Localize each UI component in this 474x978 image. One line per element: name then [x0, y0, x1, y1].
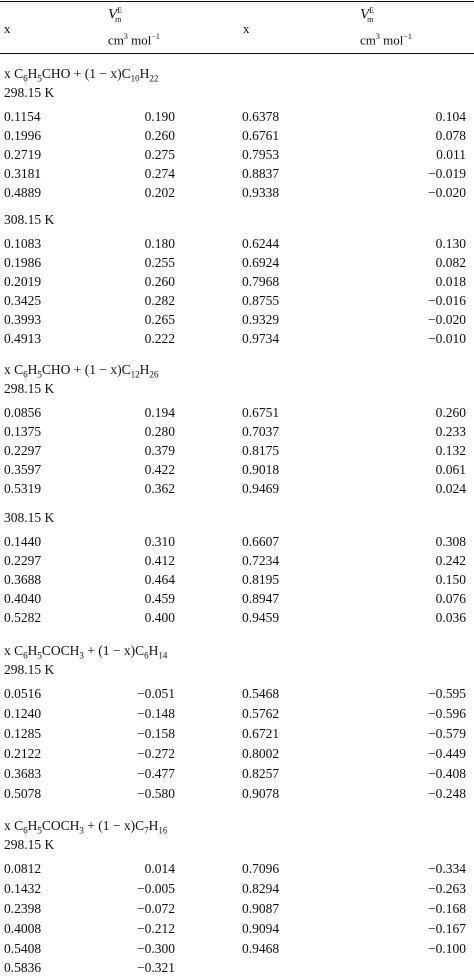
table-row: 0.1375 0.280 0.7037 0.233 [4, 424, 466, 439]
temperature-label: 298.15 K [4, 381, 55, 396]
column-header-excess-volume-left: $V^E_m$ $cm^3$ mol$^{-1}$ [108, 6, 160, 48]
temperature-label: 308.15 K [4, 212, 55, 227]
column-header-x-right: x [243, 21, 250, 36]
table-row: 0.1240 −0.148 0.5762 −0.596 [4, 706, 466, 721]
table-top-rule [0, 1, 474, 2]
table-row: 0.2398 −0.072 0.9087 −0.168 [4, 901, 466, 916]
table-row: 0.5078 −0.580 0.9078 −0.248 [4, 786, 466, 801]
table-row: 0.0516 −0.051 0.5468 −0.595 [4, 686, 466, 701]
table-row: 0.2122 −0.272 0.8002 −0.449 [4, 746, 466, 761]
table-row: 0.1285 −0.158 0.6721 −0.579 [4, 726, 466, 741]
temperature-label: 298.15 K [4, 85, 55, 100]
table-row: 0.3993 0.265 0.9329 −0.020 [4, 312, 466, 327]
table-row: 0.3181 0.274 0.8837 −0.019 [4, 166, 466, 181]
system-formula: x $C_6H_5CHO + (1 - x)C_{10}H_{22}$ [4, 66, 159, 84]
table-row: 0.2297 0.379 0.8175 0.132 [4, 443, 466, 458]
system-formula: x $C_6H_5COCH_3 + (1 - x)C_6H_{14}$ [4, 643, 168, 661]
table-row: 0.4008 −0.212 0.9094 −0.167 [4, 921, 466, 936]
table-row: 0.1986 0.255 0.6924 0.082 [4, 255, 466, 270]
table-row: 0.3597 0.422 0.9018 0.061 [4, 462, 466, 477]
table-row: 0.3683 −0.477 0.8257 −0.408 [4, 766, 466, 781]
table-row: 0.4889 0.202 0.9338 −0.020 [4, 185, 466, 200]
temperature-label: 298.15 K [4, 837, 55, 852]
system-formula: x $C_6H_5CHO + (1 - x)C_{12}H_{26}$ [4, 362, 159, 380]
table-row: 0.0812 0.014 0.7096 −0.334 [4, 861, 466, 876]
table-row: 0.5282 0.400 0.9459 0.036 [4, 610, 466, 625]
table-row: 0.4040 0.459 0.8947 0.076 [4, 591, 466, 606]
table-row: 0.1083 0.180 0.6244 0.130 [4, 236, 466, 251]
table-row: 0.2019 0.260 0.7968 0.018 [4, 274, 466, 289]
table-row: 0.5319 0.362 0.9469 0.024 [4, 481, 466, 496]
column-header-x-left: x [4, 21, 11, 36]
column-header-excess-volume-right: $V^E_m$ $cm^3$ mol$^{-1}$ [360, 6, 412, 48]
table-row: 0.1154 0.190 0.6378 0.104 [4, 109, 466, 124]
table-row: 0.4913 0.222 0.9734 −0.010 [4, 331, 466, 346]
system-formula: x $C_6H_5COCH_3 + (1 - x)C_7H_{16}$ [4, 818, 168, 836]
table-row: 0.1996 0.260 0.6761 0.078 [4, 128, 466, 143]
temperature-label: 298.15 K [4, 662, 55, 677]
table-row: 0.2719 0.275 0.7953 0.011 [4, 147, 466, 162]
table-row: 0.2297 0.412 0.7234 0.242 [4, 553, 466, 568]
header-rule [0, 53, 474, 54]
table-row: 0.3688 0.464 0.8195 0.150 [4, 572, 466, 587]
table-row: 0.0856 0.194 0.6751 0.260 [4, 405, 466, 420]
table-row: 0.1440 0.310 0.6607 0.308 [4, 534, 466, 549]
table-row: 0.5408 −0.300 0.9468 −0.100 [4, 941, 466, 956]
table-row: 0.5836 −0.321 [4, 960, 175, 975]
temperature-label: 308.15 K [4, 510, 55, 525]
table-row: 0.3425 0.282 0.8755 −0.016 [4, 293, 466, 308]
table-row: 0.1432 −0.005 0.8294 −0.263 [4, 881, 466, 896]
